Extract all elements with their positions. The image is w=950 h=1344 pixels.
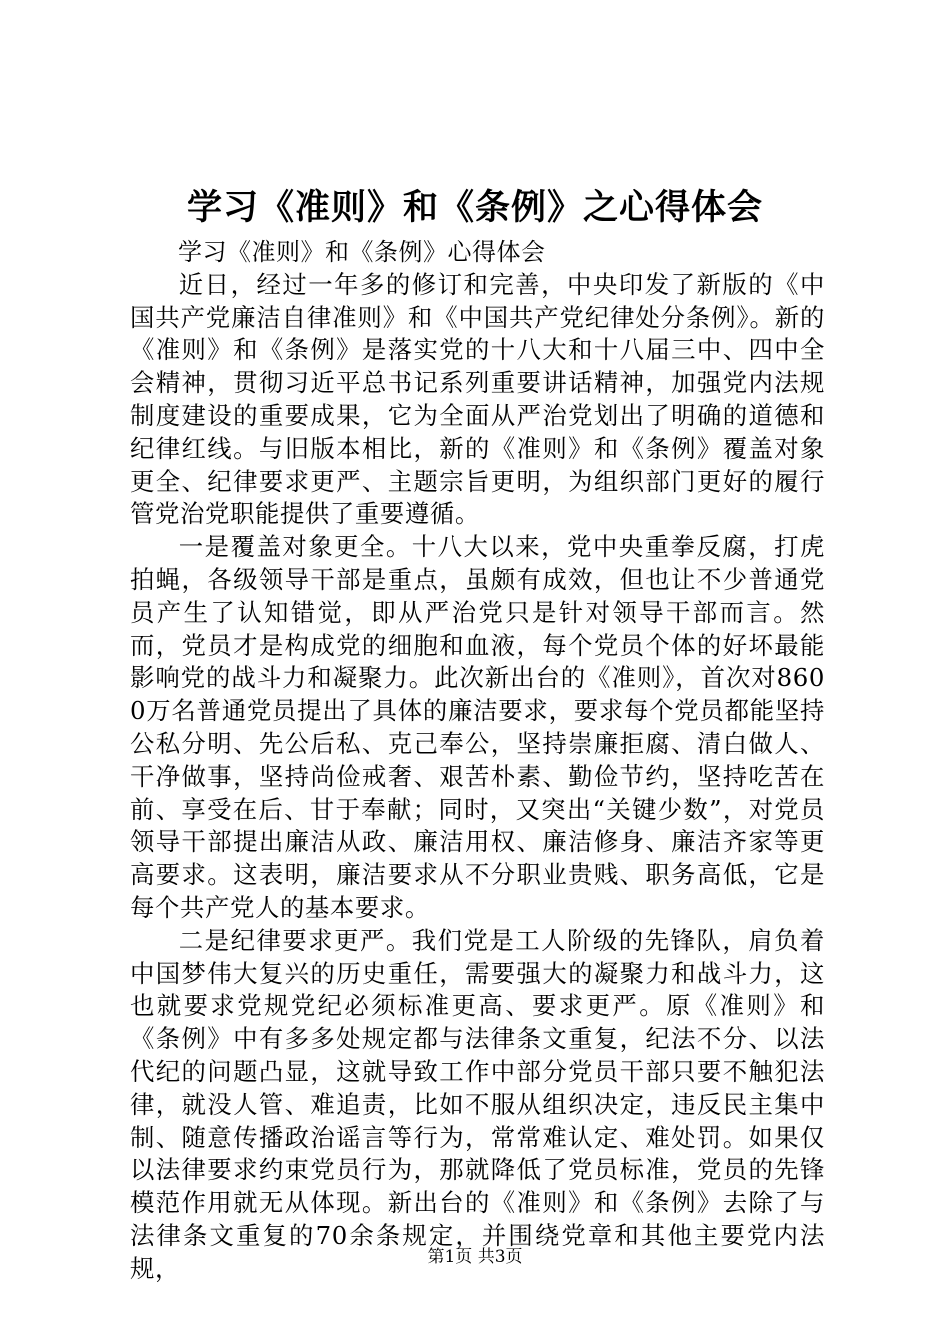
page-footer: 第1页 共3页 — [427, 1247, 523, 1267]
document-subtitle: 学习《准则》和《条例》心得体会 — [178, 238, 546, 266]
paragraph-intro: 近日，经过一年多的修订和完善，中央印发了新版的《中国共产党廉洁自律准则》和《中国共产党纪律处分条例》。新的《准则》和《条例》是落实党的十八大和十八届三中、四中全会精神，贯彻习近平总书记系列重要讲话精神，加强党内法规制度建设的重要成果，它为全面从严治党划出了明确的道德和纪律红线。与旧版本相比，新的《准则》和《条例》覆盖对象更全、纪律要求更严、主题宗旨更明，为组织部门更好的履行管党治党职能提供了重要遵循。 — [130, 269, 825, 529]
document-body — [130, 236, 825, 1286]
document-title: 学习《准则》和《条例》之心得体会 — [186, 187, 763, 228]
paragraph-discipline: 二是纪律要求更严。我们党是工人阶级的先锋队，肩负着中国梦伟大复兴的历史重任，需要强大的凝聚力和战斗力，这也就要求党规党纪必须标准更高、要求更严。原《准则》和《条例》中有多多处规定都与法律条文重复，纪法不分、以法代纪的问题凸显，这就导致工作中部分党员干部只要不触犯法律，就没人管、难追责，比如不服从组织决定，违反民主集中制、随意传播政治谣言等行为，常常难认定、难处罚。如果仅以法律要求约束党员行为，那就降低了党员标准，党员的先锋模范作用就无从体现。新出台的《准则》和《条例》去除了与法律条文重复的70余条规定，并围绕党章和其他主要党内法规， — [130, 925, 825, 1283]
paragraph-coverage: 一是覆盖对象更全。十八大以来，党中央重拳反腐，打虎拍蝇，各级领导干部是重点，虽颇有成效，但也让不少普通党员产生了认知错觉，即从严治党只是针对领导干部而言。然而，党员才是构成党的细胞和血液，每个党员个体的好坏最能影响党的战斗力和凝聚力。此次新出台的《准则》，首次对8600万名普通党员提出了具体的廉洁要求，要求每个党员都能坚持公私分明、先公后私、克己奉公，坚持崇廉拒腐、清白做人、干净做事，坚持尚俭戒奢、艰苦朴素、勤俭节约，坚持吃苦在前、享受在后、甘于奉献；同时，又突出“关键少数”，对党员领导干部提出廉洁从政、廉洁用权、廉洁修身、廉洁齐家等更高要求。这表明，廉洁要求从不分职业贵贱、职务高低，它是每个共产党人的基本要求。 — [130, 532, 825, 922]
